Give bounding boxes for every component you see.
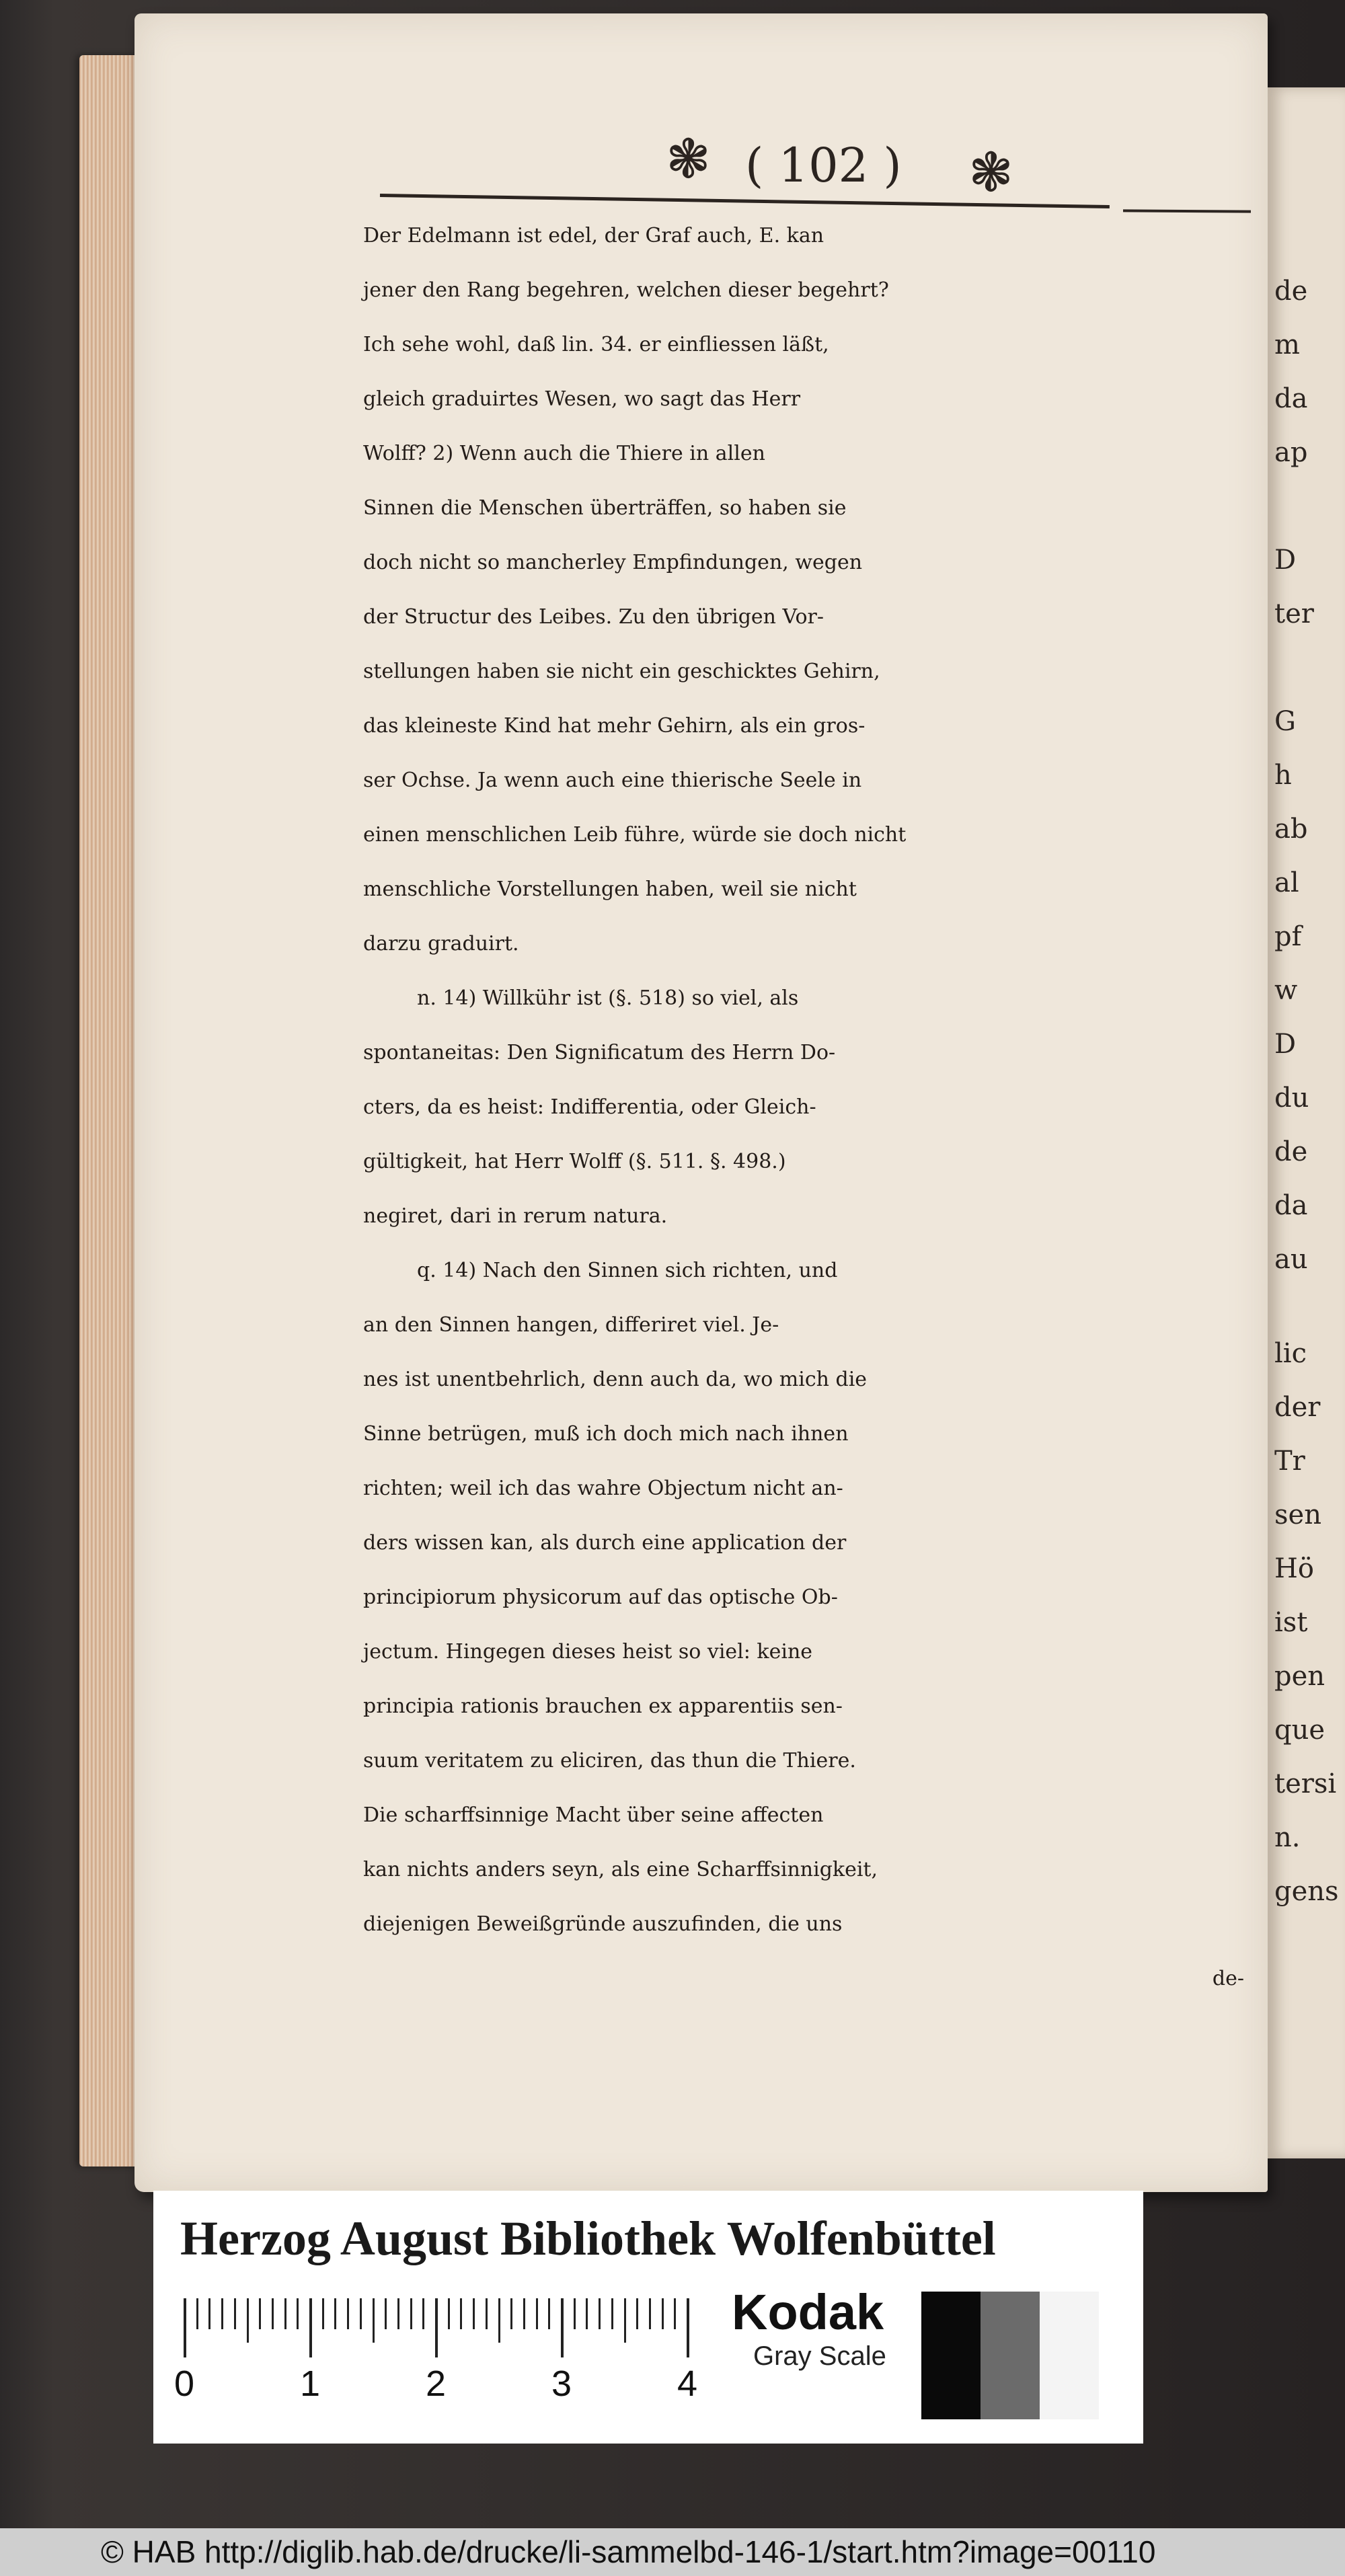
text-line: suum veritatem zu eliciren, das thun die Thiere. [363,1749,856,1772]
ruler-tick [662,2298,664,2329]
ruler-tick [360,2298,362,2329]
text-line: q. 14) Nach den Sinnen sich richten, und [417,1259,838,1282]
ruler-tick [624,2298,626,2343]
ruler-tick [272,2298,274,2329]
text-line: Ich sehe wohl, daß lin. 34. er einfliessen läßt, [363,333,829,356]
ruler-label: 1 [300,2364,321,2404]
page-text [363,208,1258,2006]
ruler-tick [221,2298,223,2329]
scale-ruler [174,2298,698,2404]
ruler-tick [234,2298,236,2329]
text-line: principia rationis brauchen ex apparentiis sen- [363,1694,843,1718]
text-line: de- [1212,1967,1244,1990]
ruler-tick [284,2298,286,2329]
ruler-tick [334,2298,336,2329]
facing-page-fragment: ter [1274,598,1314,629]
facing-page-fragment: m [1274,329,1300,360]
gray-scale-label: Gray Scale [753,2341,886,2371]
color-target-card [153,2191,1143,2444]
facing-page-fragment: gens [1274,1876,1339,1907]
ruler-tick [561,2298,564,2357]
text-line: gleich graduirtes Wesen, wo sagt das Herr [363,387,801,411]
ruler-label: 4 [677,2364,698,2404]
ornament-left-icon: ❃ [666,128,712,190]
ruler-tick [473,2298,475,2329]
facing-page-fragment: G [1274,706,1296,737]
text-line: das kleineste Kind hat mehr Gehirn, als ein gros- [363,714,866,738]
facing-page-fragment: de [1274,276,1308,307]
text-line: Wolff? 2) Wenn auch die Thiere in allen [363,442,765,465]
ruler-tick [247,2298,249,2343]
text-line: an den Sinnen hangen, differiret viel. Je- [363,1313,779,1337]
text-line: n. 14) Willkühr ist (§. 518) so viel, als [417,986,799,1010]
text-line: jener den Rang begehren, welchen dieser begehrt? [363,278,889,302]
footer-bar [0,2528,1345,2576]
ruler-tick [523,2298,525,2329]
ruler-tick [510,2298,512,2329]
gray-patch-black [921,2292,981,2419]
facing-page-fragment: da [1274,383,1308,414]
text-line: menschliche Vorstellungen haben, weil sie nicht [363,877,857,901]
ruler-tick [347,2298,349,2329]
facing-page-fragment: de [1274,1136,1308,1167]
ruler-tick [322,2298,324,2329]
facing-page-fragment: n. [1274,1822,1301,1853]
ruler-tick [498,2298,500,2343]
text-line: nes ist unentbehrlich, denn auch da, wo mich die [363,1368,868,1391]
facing-page-fragment: ab [1274,814,1308,845]
kodak-logo: Kodak [732,2284,884,2340]
ruler-tick [397,2298,399,2329]
ruler-tick [297,2298,299,2329]
text-line: jectum. Hingegen dieses heist so viel: keine [363,1640,813,1664]
facing-page-fragment: pf [1274,921,1302,952]
facing-page-fragment: ist [1274,1607,1308,1638]
text-line: kan nichts anders seyn, als eine Scharffsinnigkeit, [363,1858,878,1881]
ruler-tick [649,2298,651,2329]
text-line: richten; weil ich das wahre Objectum nicht an- [363,1477,843,1500]
ruler-tick [410,2298,412,2329]
ruler-tick [259,2298,261,2329]
facing-page-fragment: Hö [1274,1553,1314,1584]
facing-page-fragment: da [1274,1190,1308,1221]
text-line: gültigkeit, hat Herr Wolff (§. 511. §. 498.) [363,1150,786,1173]
ruler-tick [599,2298,601,2329]
text-line: Sinnen die Menschen überträffen, so haben sie [363,496,847,520]
facing-page-fragment: w [1274,975,1298,1006]
text-line: doch nicht so mancherley Empfindungen, wegen [363,551,863,574]
ruler-tick [184,2298,186,2357]
ruler-tick [196,2298,198,2329]
facing-page-fragment: Tr [1274,1446,1305,1477]
text-line: Sinne betrügen, muß ich doch mich nach ihnen [363,1422,849,1446]
facing-page-fragment: lic [1274,1338,1307,1369]
text-line: principiorum physicorum auf das optische Ob- [363,1586,838,1609]
facing-page-fragment: h [1274,760,1292,791]
ruler-tick [486,2298,488,2329]
text-line: Der Edelmann ist edel, der Graf auch, E. kan [363,224,824,247]
page-number: ( 102 ) [745,138,902,193]
text-line: diejenigen Beweißgründe auszufinden, die uns [363,1912,843,1936]
facing-page [1268,87,1345,2158]
ruler-label: 0 [174,2364,195,2404]
ruler-tick [536,2298,538,2329]
ruler-tick [636,2298,638,2329]
facing-page-fragment: que [1274,1715,1325,1746]
ruler-tick [435,2298,438,2357]
ruler-tick [385,2298,387,2329]
facing-page-fragment: pen [1274,1661,1325,1692]
ruler-tick [422,2298,424,2329]
ruler-label: 3 [551,2364,572,2404]
facing-page-fragment: au [1274,1244,1308,1275]
institution-name: Herzog August Bibliothek Wolfenbüttel [180,2212,996,2265]
page-header [134,47,1268,204]
ruler-tick [373,2298,375,2343]
text-line: ser Ochse. Ja wenn auch eine thierische Seele in [363,769,862,792]
ruler-tick [574,2298,576,2329]
ruler-tick [586,2298,588,2329]
text-line: spontaneitas: Den Significatum des Herrn Do- [363,1041,836,1064]
text-line: cters, da es heist: Indifferentia, oder Gleich- [363,1095,816,1119]
text-line: einen menschlichen Leib führe, würde sie doch nicht [363,823,907,847]
text-line: darzu graduirt. [363,932,519,955]
facing-page-fragment: der [1274,1392,1321,1423]
ruler-label: 2 [426,2364,447,2404]
ruler-tick [687,2298,689,2357]
facing-page-fragment: D [1274,1029,1297,1060]
ruler-tick [460,2298,462,2329]
facing-page-fragment: sen [1274,1499,1321,1530]
gray-patch-mid [981,2292,1040,2419]
ornament-right-icon: ❃ [968,141,1014,204]
text-line: stellungen haben sie nicht ein geschicktes Gehirn, [363,660,880,683]
facing-page-fragment: D [1274,545,1297,576]
gray-patch-white [1040,2292,1099,2419]
ruler-tick [674,2298,676,2329]
ruler-tick [208,2298,210,2329]
text-line: Die scharffsinnige Macht über seine affecten [363,1803,824,1827]
footer-credit: © HAB http://diglib.hab.de/drucke/li-sammelbd-146-1/start.htm?image=00110 [101,2534,1156,2569]
facing-page-fragment: ap [1274,437,1308,468]
ruler-tick [548,2298,550,2329]
ruler-tick [309,2298,312,2357]
text-line: negiret, dari in rerum natura. [363,1204,668,1228]
facing-page-fragment: du [1274,1083,1309,1114]
facing-page-fragment: tersi [1274,1768,1337,1799]
text-line: ders wissen kan, als durch eine application der [363,1531,847,1555]
ruler-tick [448,2298,450,2329]
ruler-tick [611,2298,613,2329]
facing-page-fragment: al [1274,867,1299,898]
text-line: der Structur des Leibes. Zu den übrigen Vor- [363,605,824,629]
